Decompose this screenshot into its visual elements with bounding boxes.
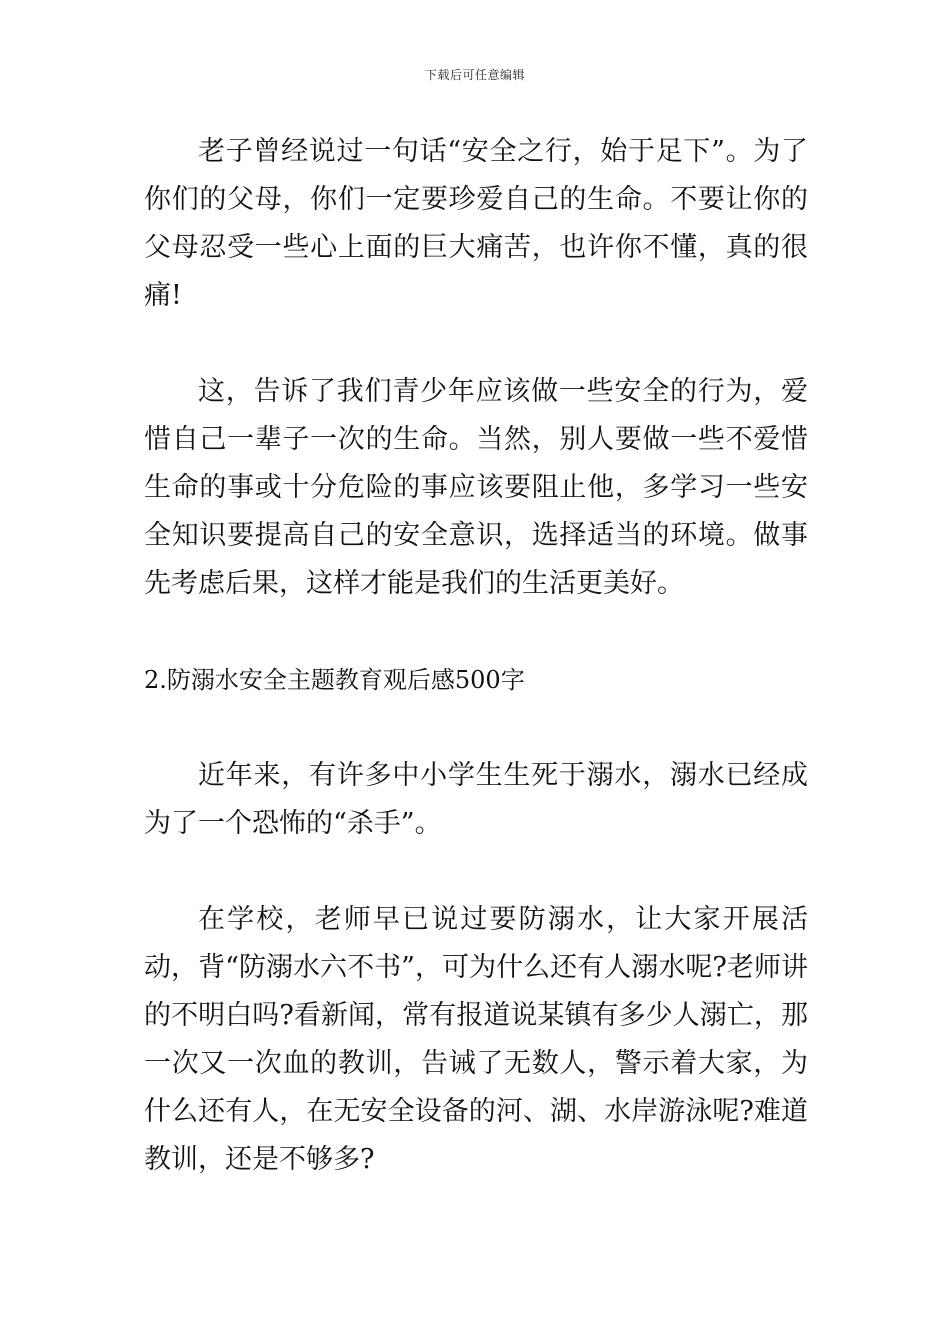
paragraph-school-drowning: 在学校，老师早已说过要防溺水，让大家开展活动，背“防溺水六不书”，可为什么还有人溺水呢?老师讲的不明白吗?看新闻，常有报道说某镇有多少人溺亡，那一次又一次血的教训，告诫了无数人，警示着大家，为什么还有人，在无安全设备的河、湖、水岸游泳呢?难道教训，还是不够多? [144, 904, 808, 1175]
section-heading: 2.防溺水安全主题教育观后感500字 [144, 666, 525, 694]
paragraph-youth-safety: 这，告诉了我们青少年应该做一些安全的行为，爱惜自己一辈子一次的生命。当然，别人要做一些不爱惜生命的事或十分危险的事应该要阻止他，多学习一些安全知识要提高自己的安全意识，选择适当的环境。做事先考虑后果，这样才能是我们的生活更美好。 [144, 376, 808, 599]
document-body [144, 128, 808, 1184]
paragraph-laozi-quote: 老子曾经说过一句话“安全之行，始于足下”。为了你们的父母，你们一定要珍爱自己的生命。不要让你的父母忍受一些心上面的巨大痛苦，也许你不懂，真的很痛! [144, 136, 808, 311]
page-header: 下载后可任意编辑 [424, 68, 525, 82]
paragraph-drowning-intro: 近年来，有许多中小学生生死于溺水，溺水已经成为了一个恐怖的“杀手”。 [144, 760, 808, 839]
